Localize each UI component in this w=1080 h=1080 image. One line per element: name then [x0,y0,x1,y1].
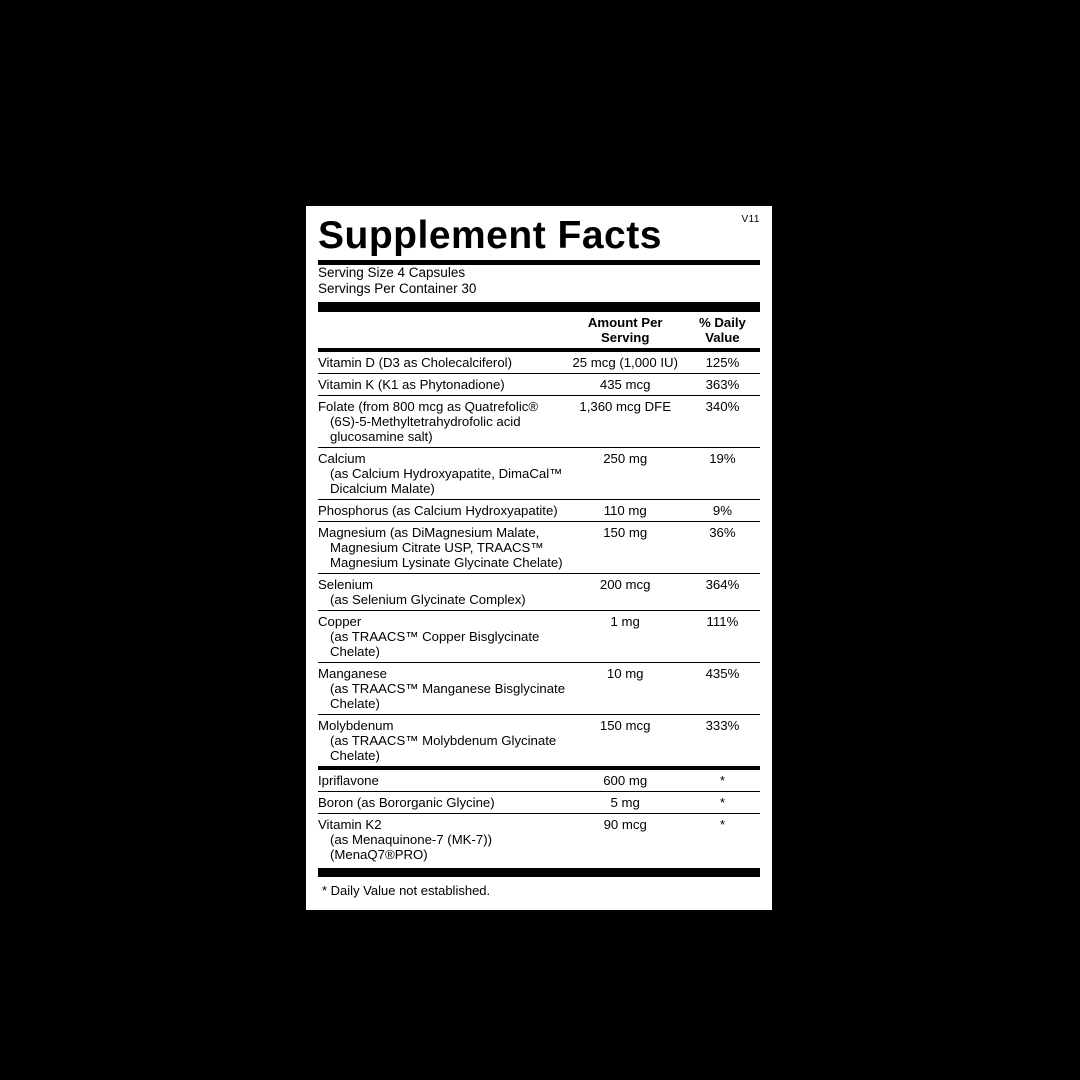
nutrient-daily-value: 36% [685,522,760,574]
header-amount-line1: Amount Per [587,315,663,330]
nutrient-name-cell [318,814,566,866]
table-row [318,500,760,522]
nutrient-amount: 110 mg [566,500,685,522]
table-row [318,715,760,767]
nutrient-name: Molybdenum [318,718,394,733]
nutrient-amount: 25 mcg (1,000 IU) [572,355,678,370]
nutrient-daily-value: * [685,792,760,814]
nutrient-name-cell [318,396,566,448]
nutrient-name: Boron (as Bororganic Glycine) [318,795,495,810]
table-row [318,352,760,374]
supplement-facts-panel [306,206,772,910]
nutrient-source: (as Menaquinone-7 (MK-7)) (MenaQ7®PRO) [330,832,492,862]
supplement-facts-inner [308,208,770,908]
nutrient-daily-value: 19% [685,448,760,500]
nutrient-daily-value: 340% [685,396,760,448]
nutrient-name: Vitamin K2 [318,817,382,832]
table-row [318,374,760,396]
table-row [318,522,760,574]
nutrient-daily-value: * [685,814,760,866]
nutrient-name: Selenium [318,577,373,592]
nutrient-name: Vitamin D (D3 as Cholecalciferol) [318,355,512,370]
nutrient-name: Copper [318,614,362,629]
nutrient-amount: 200 mcg [566,574,685,611]
table-row [318,448,760,500]
nutrient-amount: 1,360 mcg DFE [566,396,685,448]
nutrient-name-cell [318,715,566,767]
nutrient-name: Ipriflavone [318,773,379,788]
nutrient-name: Phosphorus (as Calcium Hydroxyapatite) [318,503,558,518]
nutrient-amount: 250 mg [566,448,685,500]
table-row [318,663,760,715]
table-row [318,792,760,814]
servings-per-container: Servings Per Container 30 [318,281,477,296]
header-amount-per-serving [566,312,685,348]
nutrient-name-cell [318,792,566,814]
header-amount-line2: Serving [601,330,650,345]
nutrient-daily-value: * [719,773,725,788]
nutrient-daily-value: 111% [685,611,760,663]
title-row [318,212,760,265]
nutrient-name-cell [318,770,566,792]
nutrient-daily-value: 435% [685,663,760,715]
nutrient-amount: 600 mg [603,773,648,788]
nutrient-amount: 1 mg [566,611,685,663]
divider-bottom [318,868,760,877]
nutrient-daily-value: 125% [705,355,740,370]
nutrient-source: (6S)-5-Methyltetrahydrofolic acid glucosamine salt) [330,414,521,444]
nutrient-name-cell [318,448,566,500]
table-row [318,396,760,448]
divider-thick-top [318,302,760,312]
nutrient-source: (as TRAACS™ Copper Bisglycinate Chelate) [330,629,540,659]
table-header-row [318,312,760,348]
nutrient-source: (as TRAACS™ Manganese Bisglycinate Chelate) [330,681,566,711]
table-row [318,814,760,866]
nutrient-amount: 435 mcg [566,374,685,396]
facts-table [318,312,760,348]
nutrient-daily-value: 9% [685,500,760,522]
nutrient-daily-value: 363% [685,374,760,396]
nutrient-name: Magnesium (as DiMagnesium Malate, [318,525,540,540]
nutrient-name-cell [318,663,566,715]
nutrient-amount: 90 mcg [566,814,685,866]
header-daily-value [685,312,760,348]
nutrient-daily-value: 364% [685,574,760,611]
table-row [318,611,760,663]
nutrient-name-cell [318,374,566,396]
nutrient-name: Vitamin K (K1 as Phytonadione) [318,377,505,392]
serving-size: Serving Size 4 Capsules [318,265,466,280]
nutrient-amount: 150 mcg [566,715,685,767]
nutrient-source: (as Selenium Glycinate Complex) [330,592,526,607]
nutrient-name-cell [318,352,566,374]
nutrient-amount: 5 mg [566,792,685,814]
nutrient-name-cell [318,611,566,663]
nutrient-source: (as Calcium Hydroxyapatite, DimaCal™ Dicalcium Malate) [330,466,563,496]
table-row [318,574,760,611]
header-dv-line2: Value [705,330,740,345]
nutrient-name: Manganese [318,666,387,681]
table-row [318,770,760,792]
nutrient-name-cell [318,522,566,574]
nutrient-name: Folate (from 800 mcg as Quatrefolic® [318,399,539,414]
other-ingredients-table [318,770,760,865]
nutrient-source: (as TRAACS™ Molybdenum Glycinate Chelate) [330,733,557,763]
page-title: Supplement Facts [318,214,662,257]
nutrient-amount: 10 mg [566,663,685,715]
header-dv-line1: % Daily [698,315,746,330]
nutrient-name-cell [318,574,566,611]
nutrient-daily-value: 333% [685,715,760,767]
nutrient-name: Calcium [318,451,366,466]
nutrient-table [318,352,760,766]
footnote: * Daily Value not established. [322,883,491,898]
nutrient-amount: 150 mg [566,522,685,574]
version-label: V11 [741,214,760,225]
nutrient-name-cell [318,500,566,522]
nutrient-source: Magnesium Citrate USP, TRAACS™ Magnesium Lysinate Glycinate Chelate) [330,540,563,570]
header-blank [318,312,566,348]
